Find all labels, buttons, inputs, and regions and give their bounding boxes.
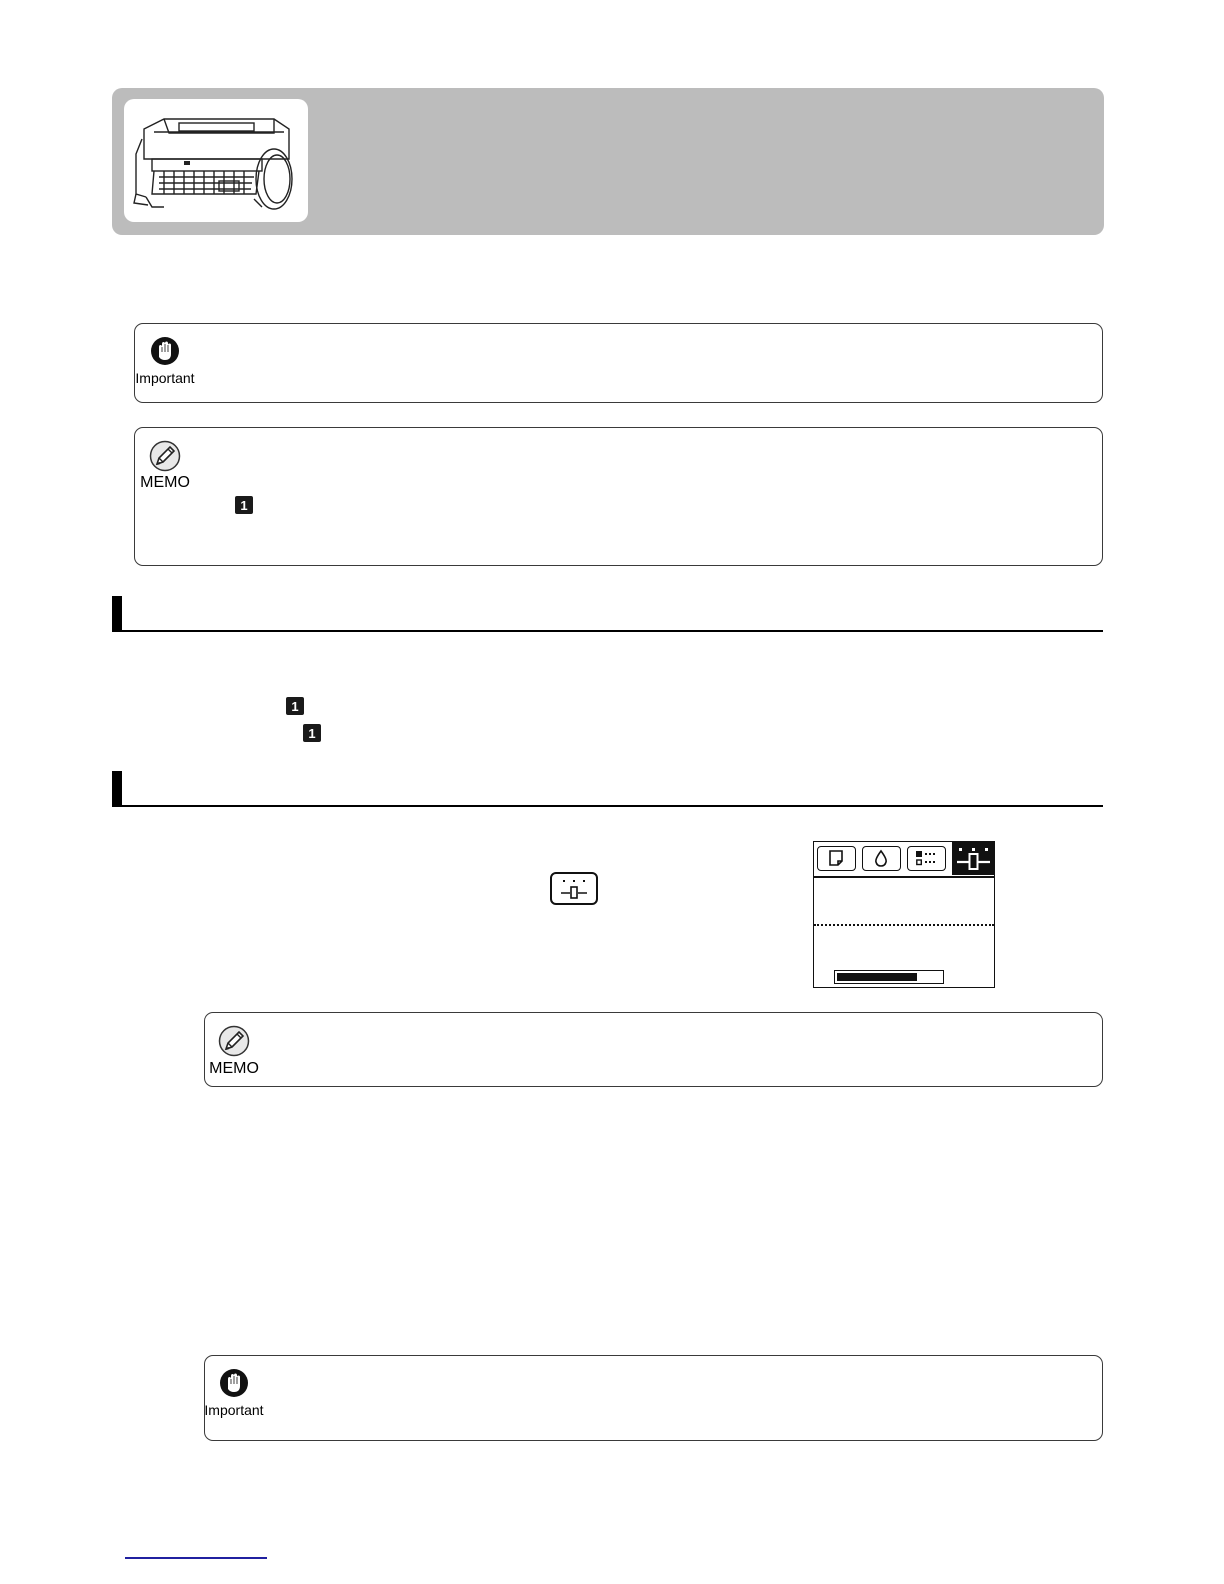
printer-illustration (124, 99, 308, 222)
panel-tab-divider (814, 876, 994, 878)
step-number-badge: 1 (303, 724, 321, 742)
important-hand-icon (150, 336, 180, 366)
adjust-icon (952, 842, 995, 875)
important-hand-icon (219, 1368, 249, 1398)
adjust-button-icon (550, 872, 598, 905)
section-heading-rule (112, 630, 1103, 632)
ink-drop-icon (862, 846, 901, 871)
step-number-badge: 1 (286, 697, 304, 715)
section-heading-marker (112, 596, 122, 632)
panel-progress-fill (837, 973, 917, 981)
important-note-box (204, 1355, 1103, 1441)
memo-pencil-icon (217, 1025, 251, 1057)
memo-pencil-icon (148, 440, 182, 472)
panel-dotted-divider (814, 924, 994, 926)
paper-icon (817, 846, 856, 871)
important-label: Important (204, 1402, 264, 1418)
memo-note-box (134, 427, 1103, 566)
important-label: Important (135, 370, 195, 386)
memo-label: MEMO (209, 1060, 259, 1077)
settings-list-icon (907, 846, 946, 871)
footer-link-underline[interactable] (125, 1557, 267, 1559)
memo-note-box (204, 1012, 1103, 1087)
step-number-badge: 1 (235, 496, 253, 514)
control-panel-display (813, 841, 995, 988)
important-note-box (134, 323, 1103, 403)
section-heading-marker (112, 771, 122, 807)
panel-progress-bar (834, 970, 944, 984)
memo-label: MEMO (140, 474, 190, 491)
section-heading-rule (112, 805, 1103, 807)
